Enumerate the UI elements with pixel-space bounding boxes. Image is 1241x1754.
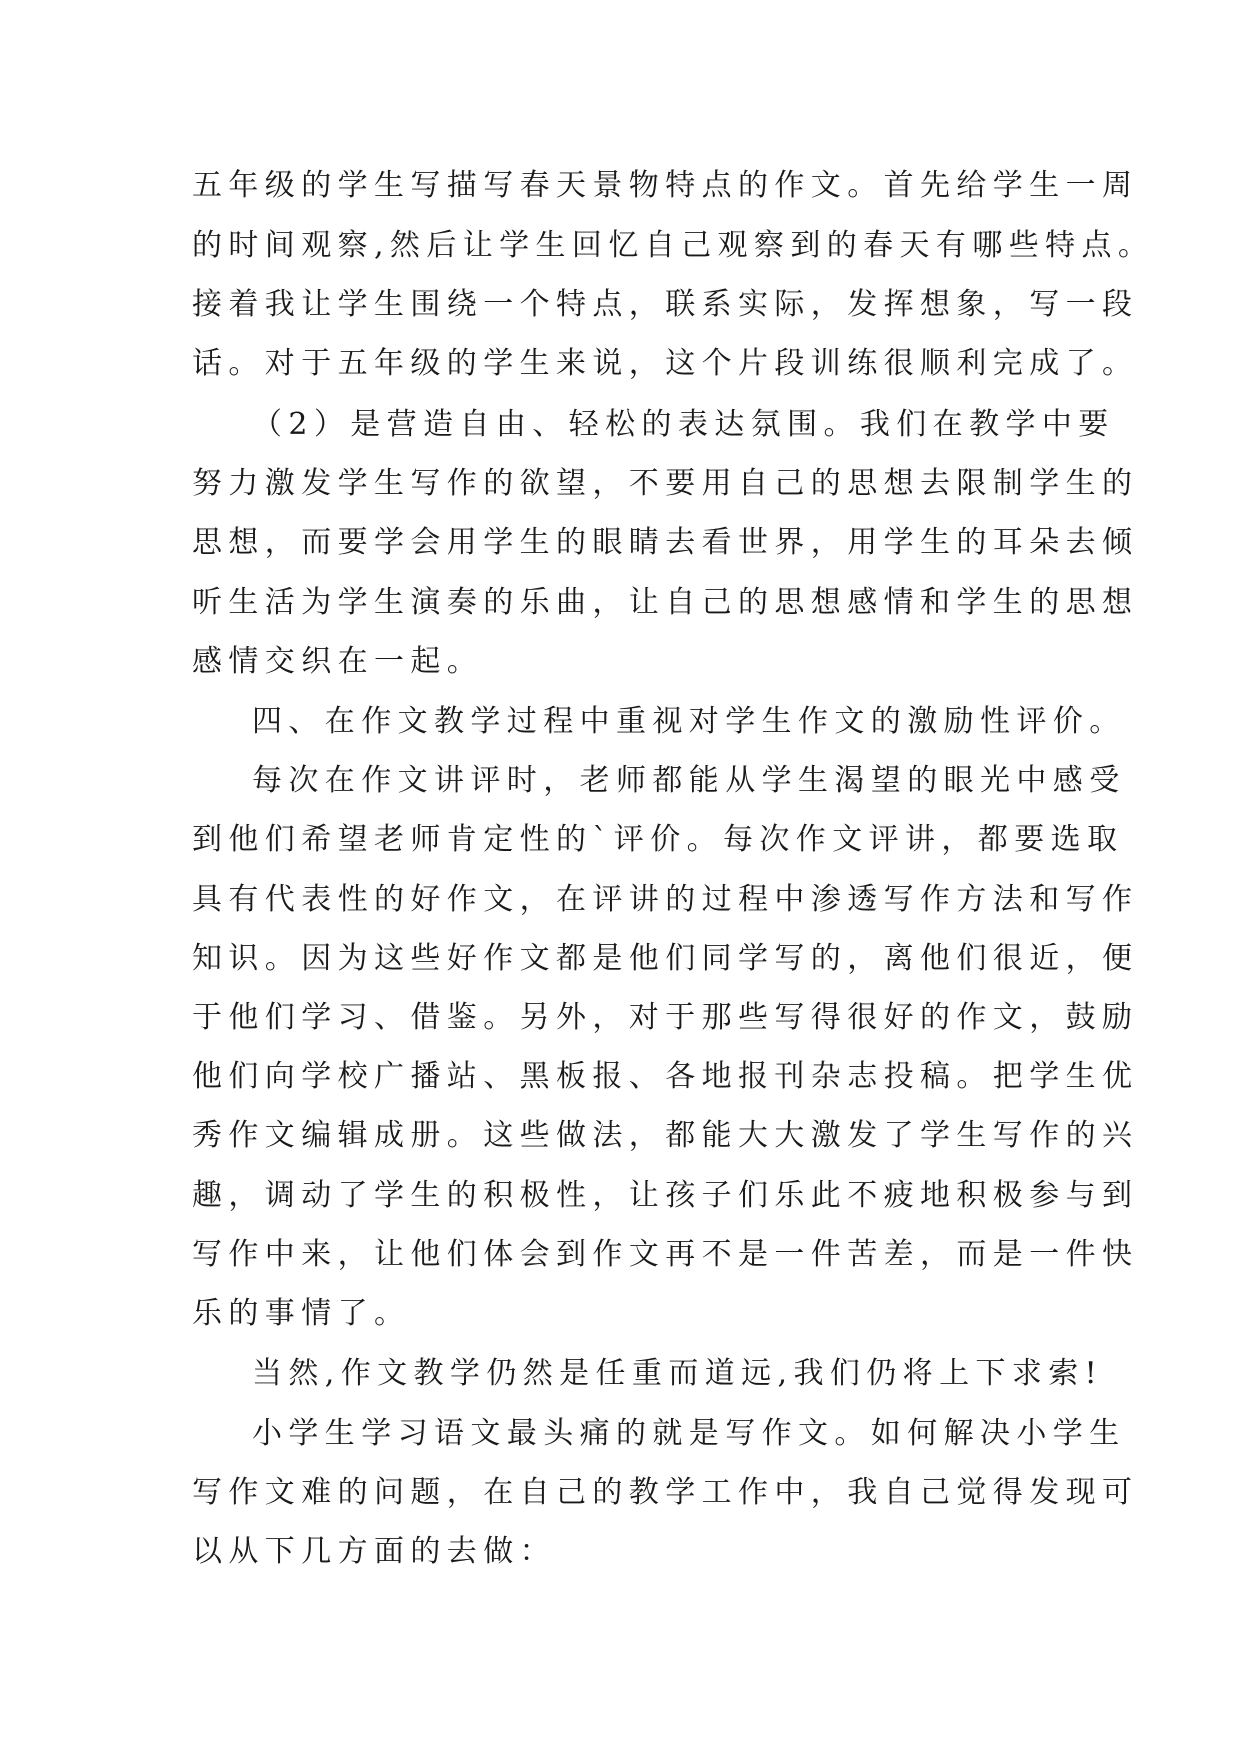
text-line: 秀作文编辑成册。这些做法，都能大大激发了学生写作的兴 bbox=[192, 1118, 1139, 1153]
text-line: 具有代表性的好作文，在评讲的过程中渗透写作方法和写作 bbox=[192, 882, 1139, 917]
text-line: 写作中来，让他们体会到作文再不是一件苦差，而是一件快 bbox=[192, 1237, 1139, 1272]
text-line: 他们向学校广播站、黑板报、各地报刊杂志投稿。把学生优 bbox=[192, 1059, 1139, 1094]
text-line: 努力激发学生写作的欲望，不要用自己的思想去限制学生的 bbox=[192, 466, 1139, 501]
text-line: 趣，调动了学生的积极性，让孩子们乐此不疲地积极参与到 bbox=[192, 1178, 1139, 1213]
text-line: 每次在作文讲评时，老师都能从学生渴望的眼光中感受 bbox=[252, 763, 1126, 798]
text-line: 感情交织在一起。 bbox=[192, 644, 484, 679]
text-line: 当然,作文教学仍然是任重而道远,我们仍将上下求索! bbox=[252, 1356, 1104, 1391]
section-heading: 四、在作文教学过程中重视对学生作文的激励性评价。 bbox=[252, 704, 1126, 739]
text-line: 知识。因为这些好作文都是他们同学写的，离他们很近，便 bbox=[192, 941, 1139, 976]
text-line: 的时间观察,然后让学生回忆自己观察到的春天有哪些特点。 bbox=[192, 228, 1155, 263]
text-line: 以从下几方面的去做： bbox=[192, 1534, 556, 1569]
text-line: 于他们学习、借鉴。另外，对于那些写得很好的作文，鼓励 bbox=[192, 1000, 1139, 1035]
text-line: 思想，而要学会用学生的眼睛去看世界，用学生的耳朵去倾 bbox=[192, 525, 1139, 560]
text-line: 到他们希望老师肯定性的`评价。每次作文评讲，都要选取 bbox=[192, 822, 1124, 857]
text-line: （2）是营造自由、轻松的表达氛围。我们在教学中要 bbox=[252, 407, 1115, 442]
text-line: 话。对于五年级的学生来说，这个片段训练很顺利完成了。 bbox=[192, 346, 1139, 381]
text-line: 五年级的学生写描写春天景物特点的作文。首先给学生一周 bbox=[192, 168, 1139, 203]
text-line: 小学生学习语文最头痛的就是写作文。如何解决小学生 bbox=[252, 1416, 1126, 1451]
text-line: 写作文难的问题，在自己的教学工作中，我自己觉得发现可 bbox=[192, 1475, 1139, 1510]
text-line: 接着我让学生围绕一个特点，联系实际，发挥想象，写一段 bbox=[192, 287, 1139, 322]
text-line: 听生活为学生演奏的乐曲，让自己的思想感情和学生的思想 bbox=[192, 585, 1139, 620]
text-line: 乐的事情了。 bbox=[192, 1296, 411, 1331]
